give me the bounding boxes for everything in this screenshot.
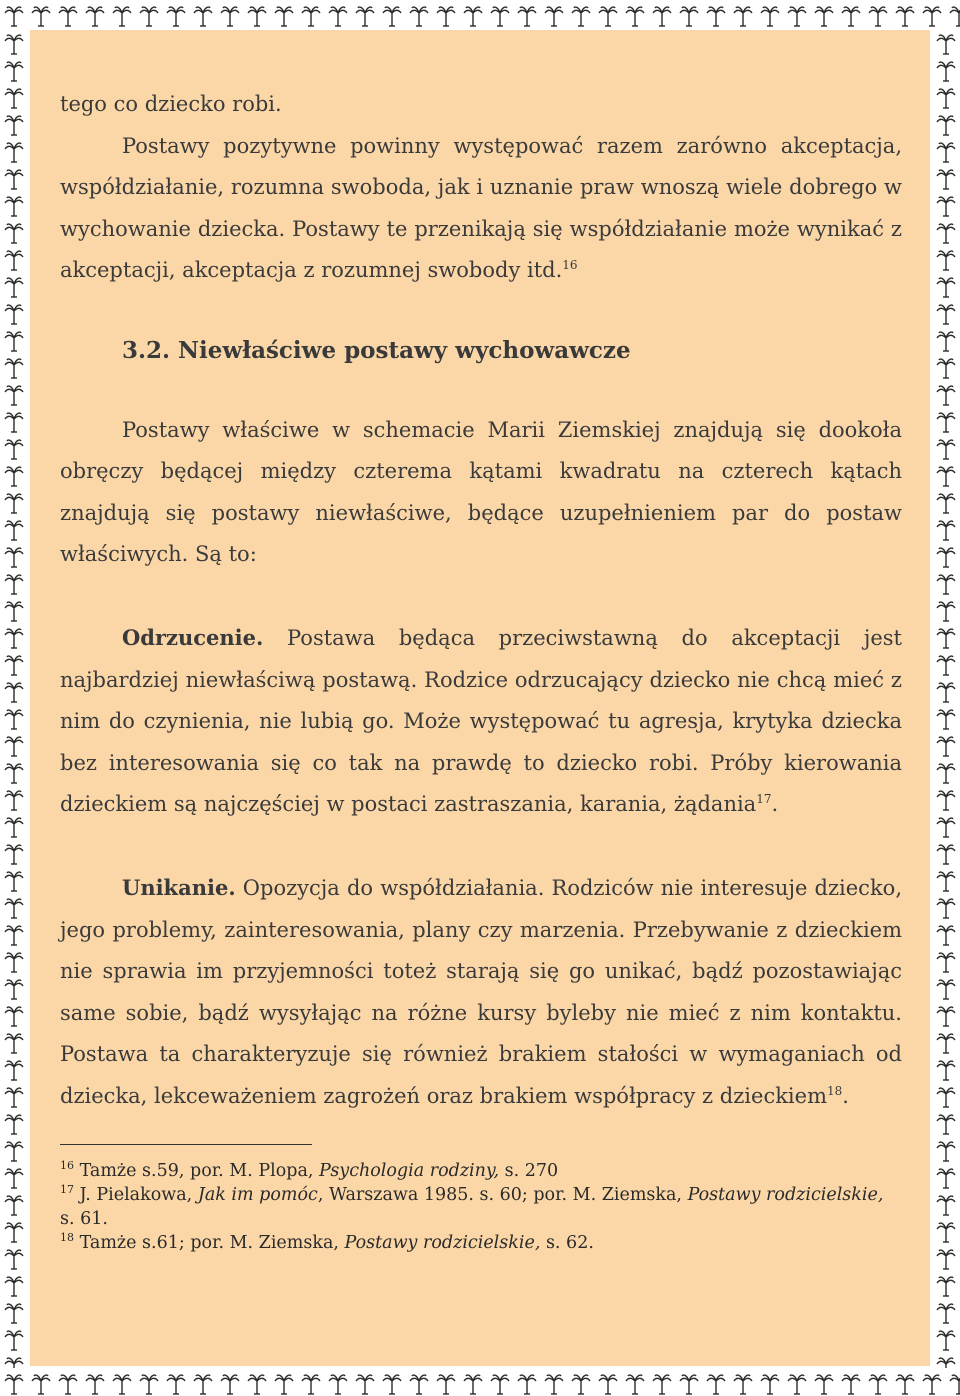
- palm-tree-icon: [937, 62, 955, 81]
- palm-tree-icon: [302, 1375, 320, 1394]
- paragraph-odrzucenie: [60, 617, 902, 826]
- palm-tree-icon: [5, 1142, 23, 1161]
- palm-tree-icon: [383, 7, 401, 26]
- palm-tree-icon: [937, 980, 955, 999]
- palm-tree-icon: [491, 1375, 509, 1394]
- palm-tree-icon: [5, 872, 23, 891]
- palm-tree-icon: [896, 1375, 914, 1394]
- palm-tree-icon: [5, 1304, 23, 1323]
- palm-tree-icon: [356, 7, 374, 26]
- palm-tree-icon: [937, 224, 955, 243]
- palm-tree-icon: [734, 1375, 752, 1394]
- palm-tree-icon: [86, 1375, 104, 1394]
- palm-tree-icon: [248, 7, 266, 26]
- palm-tree-icon: [5, 1007, 23, 1026]
- palm-tree-icon: [937, 1034, 955, 1053]
- palm-tree-icon: [937, 926, 955, 945]
- footnote-text: J. Pielakowa,: [79, 1185, 198, 1206]
- palm-tree-icon: [937, 305, 955, 324]
- palm-tree-icon: [5, 953, 23, 972]
- palm-tree-icon: [937, 1169, 955, 1188]
- footnote-ref-17[interactable]: 17: [756, 792, 772, 807]
- palm-tree-icon: [248, 1375, 266, 1394]
- palm-tree-icon: [5, 494, 23, 513]
- palm-tree-icon: [937, 1223, 955, 1242]
- palm-tree-icon: [5, 1250, 23, 1269]
- unikanie-text: Opozycja do współdziałania. Rodziców nie interesuje dziecko, jego problemy, zainteresowania, plany czy marzenia. Przebywanie z dzieckiem nie sprawia im przyjemności toteż starają się go unikać, bądź pozostawiając same sobie, bądź wysyłając na różne kursy byleby nie mieć z nim kontaktu. Postawa ta charakteryzuje się również brakiem stałości w wymaganiach od dziecka, lekceważeniem zagrożeń oraz brakiem współpracy z dzieckiem: [60, 875, 902, 1108]
- palm-tree-icon: [5, 1223, 23, 1242]
- palm-tree-icon-row: [0, 1368, 960, 1396]
- sentence-end: .: [842, 1083, 849, 1108]
- palm-tree-icon: [5, 197, 23, 216]
- palm-tree-icon: [761, 1375, 779, 1394]
- palm-tree-icon: [626, 7, 644, 26]
- palm-tree-icon: [221, 1375, 239, 1394]
- palm-tree-icon: [923, 1375, 941, 1394]
- decorative-border-top: [0, 0, 960, 28]
- palm-tree-icon: [937, 872, 955, 891]
- palm-tree-icon: [937, 332, 955, 351]
- palm-tree-icon: [5, 683, 23, 702]
- palm-tree-icon: [275, 7, 293, 26]
- palm-tree-icon: [937, 278, 955, 297]
- footnote-16: [60, 1159, 902, 1183]
- palm-tree-icon: [5, 1196, 23, 1215]
- palm-tree-icon: [707, 1375, 725, 1394]
- palm-tree-icon: [5, 1277, 23, 1296]
- paragraph-positive-attitudes: [60, 126, 902, 292]
- palm-tree-icon: [5, 899, 23, 918]
- footnote-title: Psychologia rodziny,: [319, 1161, 500, 1182]
- palm-tree-icon: [937, 1331, 955, 1350]
- palm-tree-icon: [937, 197, 955, 216]
- palm-tree-icon: [5, 62, 23, 81]
- palm-tree-icon: [167, 1375, 185, 1394]
- palm-tree-icon: [5, 1115, 23, 1134]
- palm-tree-icon: [626, 1375, 644, 1394]
- palm-tree-icon: [937, 764, 955, 783]
- palm-tree-icon: [275, 1375, 293, 1394]
- palm-tree-icon: [937, 575, 955, 594]
- palm-tree-icon: [937, 1115, 955, 1134]
- palm-tree-icon: [32, 1375, 50, 1394]
- palm-tree-icon: [761, 7, 779, 26]
- term-odrzucenie: Odrzucenie.: [122, 624, 264, 650]
- spacer: [60, 576, 902, 617]
- palm-tree-icon: [356, 1375, 374, 1394]
- palm-tree-icon: [5, 926, 23, 945]
- palm-tree-icon: [599, 7, 617, 26]
- palm-tree-icon: [734, 7, 752, 26]
- palm-tree-icon: [491, 7, 509, 26]
- palm-tree-icon: [937, 251, 955, 270]
- palm-tree-icon: [937, 1007, 955, 1026]
- palm-tree-icon: [653, 7, 671, 26]
- palm-tree-icon: [815, 1375, 833, 1394]
- palm-tree-icon: [5, 89, 23, 108]
- palm-tree-icon: [5, 710, 23, 729]
- paragraph-positive-text: Postawy pozytywne powinny występować razem zarówno akceptacja, współdziałanie, rozumna swoboda, jak i uznanie praw wnoszą wiele dobrego w wychowanie dziecka. Postawy te przenikają się współdziałanie może wynikać z akceptacji, akceptacja z rozumnej swobody itd.: [60, 133, 902, 283]
- palm-tree-icon: [5, 764, 23, 783]
- palm-tree-icon: [140, 7, 158, 26]
- palm-tree-icon: [842, 7, 860, 26]
- palm-tree-icon: [5, 1375, 23, 1394]
- footnote-title: Jak im pomóc: [197, 1185, 318, 1206]
- term-unikanie: Unikanie.: [122, 874, 236, 900]
- palm-tree-icon: [937, 899, 955, 918]
- palm-tree-icon: [937, 467, 955, 486]
- palm-tree-icon: [572, 1375, 590, 1394]
- palm-tree-icon: [545, 7, 563, 26]
- palm-tree-icon: [937, 116, 955, 135]
- footnote-text: s. 270: [499, 1161, 559, 1182]
- palm-tree-icon: [5, 251, 23, 270]
- palm-tree-icon: [937, 602, 955, 621]
- palm-tree-icon: [5, 1169, 23, 1188]
- palm-tree-icon: [937, 818, 955, 837]
- palm-tree-icon: [937, 170, 955, 189]
- sentence-end: .: [771, 792, 779, 817]
- palm-tree-icon: [937, 953, 955, 972]
- palm-tree-icon: [59, 7, 77, 26]
- palm-tree-icon: [5, 143, 23, 162]
- palm-tree-icon: [5, 548, 23, 567]
- palm-tree-icon: [5, 386, 23, 405]
- palm-tree-icon: [950, 7, 960, 26]
- footnote-18: [60, 1231, 902, 1255]
- palm-tree-icon: [437, 7, 455, 26]
- content-area: [30, 30, 930, 1366]
- palm-tree-icon: [302, 7, 320, 26]
- palm-tree-icon: [5, 170, 23, 189]
- palm-tree-icon: [113, 7, 131, 26]
- palm-tree-icon: [937, 1142, 955, 1161]
- palm-tree-icon: [707, 7, 725, 26]
- palm-tree-icon: [937, 521, 955, 540]
- palm-tree-icon: [5, 1088, 23, 1107]
- palm-tree-icon: [937, 494, 955, 513]
- palm-tree-icon: [937, 1088, 955, 1107]
- palm-tree-icon: [518, 1375, 536, 1394]
- spacer: [60, 826, 902, 867]
- palm-tree-icon: [5, 1358, 23, 1368]
- palm-tree-icon: [5, 791, 23, 810]
- palm-tree-icon: [5, 521, 23, 540]
- palm-tree-icon: [194, 1375, 212, 1394]
- spacer: [60, 292, 902, 330]
- palm-tree-icon: [410, 1375, 428, 1394]
- palm-tree-icon: [410, 7, 428, 26]
- palm-tree-icon: [464, 1375, 482, 1394]
- footnote-ref-16[interactable]: 16: [562, 258, 578, 273]
- palm-tree-icon: [950, 1375, 960, 1394]
- footnote-title: Postawy rodzicielskie,: [687, 1185, 884, 1206]
- palm-tree-icon: [518, 7, 536, 26]
- palm-tree-icon: [937, 1277, 955, 1296]
- footnote-number: 17: [60, 1183, 74, 1197]
- palm-tree-icon: [937, 656, 955, 675]
- palm-tree-icon: [5, 359, 23, 378]
- palm-tree-icon: [937, 386, 955, 405]
- palm-tree-icon: [59, 1375, 77, 1394]
- decorative-border-bottom: [0, 1368, 960, 1396]
- palm-tree-icon: [5, 413, 23, 432]
- palm-tree-icon: [937, 143, 955, 162]
- palm-tree-icon: [5, 35, 23, 54]
- palm-tree-icon: [5, 737, 23, 756]
- footnote-17: [60, 1183, 902, 1231]
- palm-tree-icon: [653, 1375, 671, 1394]
- footnote-text: s. 61.: [60, 1209, 108, 1230]
- palm-tree-icon: [5, 1034, 23, 1053]
- palm-tree-icon: [167, 7, 185, 26]
- paragraph-unikanie: [60, 867, 902, 1118]
- footnote-title: Postawy rodzicielskie,: [344, 1233, 541, 1254]
- footnote-text: Tamże s.59, por. M. Plopa,: [79, 1161, 320, 1182]
- palm-tree-icon: [5, 1061, 23, 1080]
- palm-tree-icon: [937, 1304, 955, 1323]
- palm-tree-icon: [5, 1331, 23, 1350]
- palm-tree-icon: [937, 1196, 955, 1215]
- footnote-text: s. 62.: [540, 1233, 594, 1254]
- footnote-text: Tamże s.61; por. M. Ziemska,: [79, 1233, 345, 1254]
- footnote-separator: [60, 1144, 312, 1145]
- palm-tree-icon: [5, 980, 23, 999]
- palm-tree-icon: [5, 332, 23, 351]
- palm-tree-icon: [937, 1250, 955, 1269]
- palm-tree-icon: [937, 89, 955, 108]
- footnote-number: 16: [60, 1159, 74, 1173]
- palm-tree-icon: [842, 1375, 860, 1394]
- palm-tree-icon: [221, 7, 239, 26]
- palm-tree-icon: [937, 1061, 955, 1080]
- palm-tree-icon: [680, 7, 698, 26]
- palm-tree-icon: [869, 7, 887, 26]
- palm-tree-icon: [923, 7, 941, 26]
- palm-tree-icon: [329, 1375, 347, 1394]
- palm-tree-icon: [937, 413, 955, 432]
- footnotes: [60, 1159, 902, 1255]
- palm-tree-icon: [329, 7, 347, 26]
- palm-tree-icon: [937, 629, 955, 648]
- palm-tree-icon: [383, 1375, 401, 1394]
- palm-tree-icon: [788, 1375, 806, 1394]
- palm-tree-icon: [5, 305, 23, 324]
- palm-tree-icon-column: [932, 28, 960, 1368]
- palm-tree-icon: [5, 116, 23, 135]
- palm-tree-icon: [437, 1375, 455, 1394]
- palm-tree-icon: [572, 7, 590, 26]
- footnote-text: , Warszawa 1985. s. 60; por. M. Ziemska,: [317, 1185, 688, 1206]
- palm-tree-icon: [937, 359, 955, 378]
- palm-tree-icon: [815, 7, 833, 26]
- palm-tree-icon: [5, 845, 23, 864]
- palm-tree-icon: [113, 1375, 131, 1394]
- footnote-number: 18: [60, 1231, 74, 1245]
- palm-tree-icon: [896, 7, 914, 26]
- palm-tree-icon: [869, 1375, 887, 1394]
- palm-tree-icon: [937, 791, 955, 810]
- section-heading: 3.2. Niewłaściwe postawy wychowawcze: [122, 336, 631, 364]
- decorative-border-right: [932, 28, 960, 1368]
- palm-tree-icon: [680, 1375, 698, 1394]
- palm-tree-icon: [86, 7, 104, 26]
- spacer: [60, 372, 902, 410]
- palm-tree-icon: [194, 7, 212, 26]
- palm-tree-icon: [5, 278, 23, 297]
- palm-tree-icon: [937, 845, 955, 864]
- palm-tree-icon: [5, 602, 23, 621]
- palm-tree-icon: [5, 629, 23, 648]
- palm-tree-icon: [937, 737, 955, 756]
- paragraph-intro-end: tego co dziecko robi.: [60, 92, 282, 116]
- palm-tree-icon: [545, 1375, 563, 1394]
- palm-tree-icon: [140, 1375, 158, 1394]
- palm-tree-icon: [937, 440, 955, 459]
- palm-tree-icon: [464, 7, 482, 26]
- paragraph-section-intro: Postawy właściwe w schemacie Marii Ziemskiej znajdują się dookoła obręczy będącej między czterema kątami kwadratu na czterech kątach znajdują się postawy niewłaściwe, będące uzupełnieniem par do postaw właściwych. Są to:: [60, 417, 902, 567]
- palm-tree-icon: [5, 656, 23, 675]
- palm-tree-icon: [937, 35, 955, 54]
- palm-tree-icon: [5, 224, 23, 243]
- palm-tree-icon: [32, 7, 50, 26]
- palm-tree-icon-column: [0, 28, 28, 1368]
- palm-tree-icon: [937, 710, 955, 729]
- odrzucenie-text: Postawa będąca przeciwstawną do akceptacji jest najbardziej niewłaściwą postawą. Rodzice odrzucający dziecko nie chcą mieć z nim do czynienia, nie lubią go. Może występować tu agresja, krytyka dziecka bez interesowania się co tak na prawdę to dziecko robi. Próby kierowania dzieckiem są najczęściej w postaci zastraszania, karania, żądania: [60, 625, 902, 817]
- palm-tree-icon: [5, 467, 23, 486]
- footnote-ref-18[interactable]: 18: [827, 1083, 843, 1098]
- palm-tree-icon-row: [0, 0, 960, 28]
- palm-tree-icon: [937, 548, 955, 567]
- palm-tree-icon: [937, 683, 955, 702]
- palm-tree-icon: [5, 818, 23, 837]
- text-column: [60, 84, 902, 1255]
- palm-tree-icon: [937, 1358, 955, 1368]
- palm-tree-icon: [788, 7, 806, 26]
- palm-tree-icon: [5, 7, 23, 26]
- palm-tree-icon: [5, 575, 23, 594]
- palm-tree-icon: [5, 440, 23, 459]
- palm-tree-icon: [599, 1375, 617, 1394]
- decorative-border-left: [0, 28, 28, 1368]
